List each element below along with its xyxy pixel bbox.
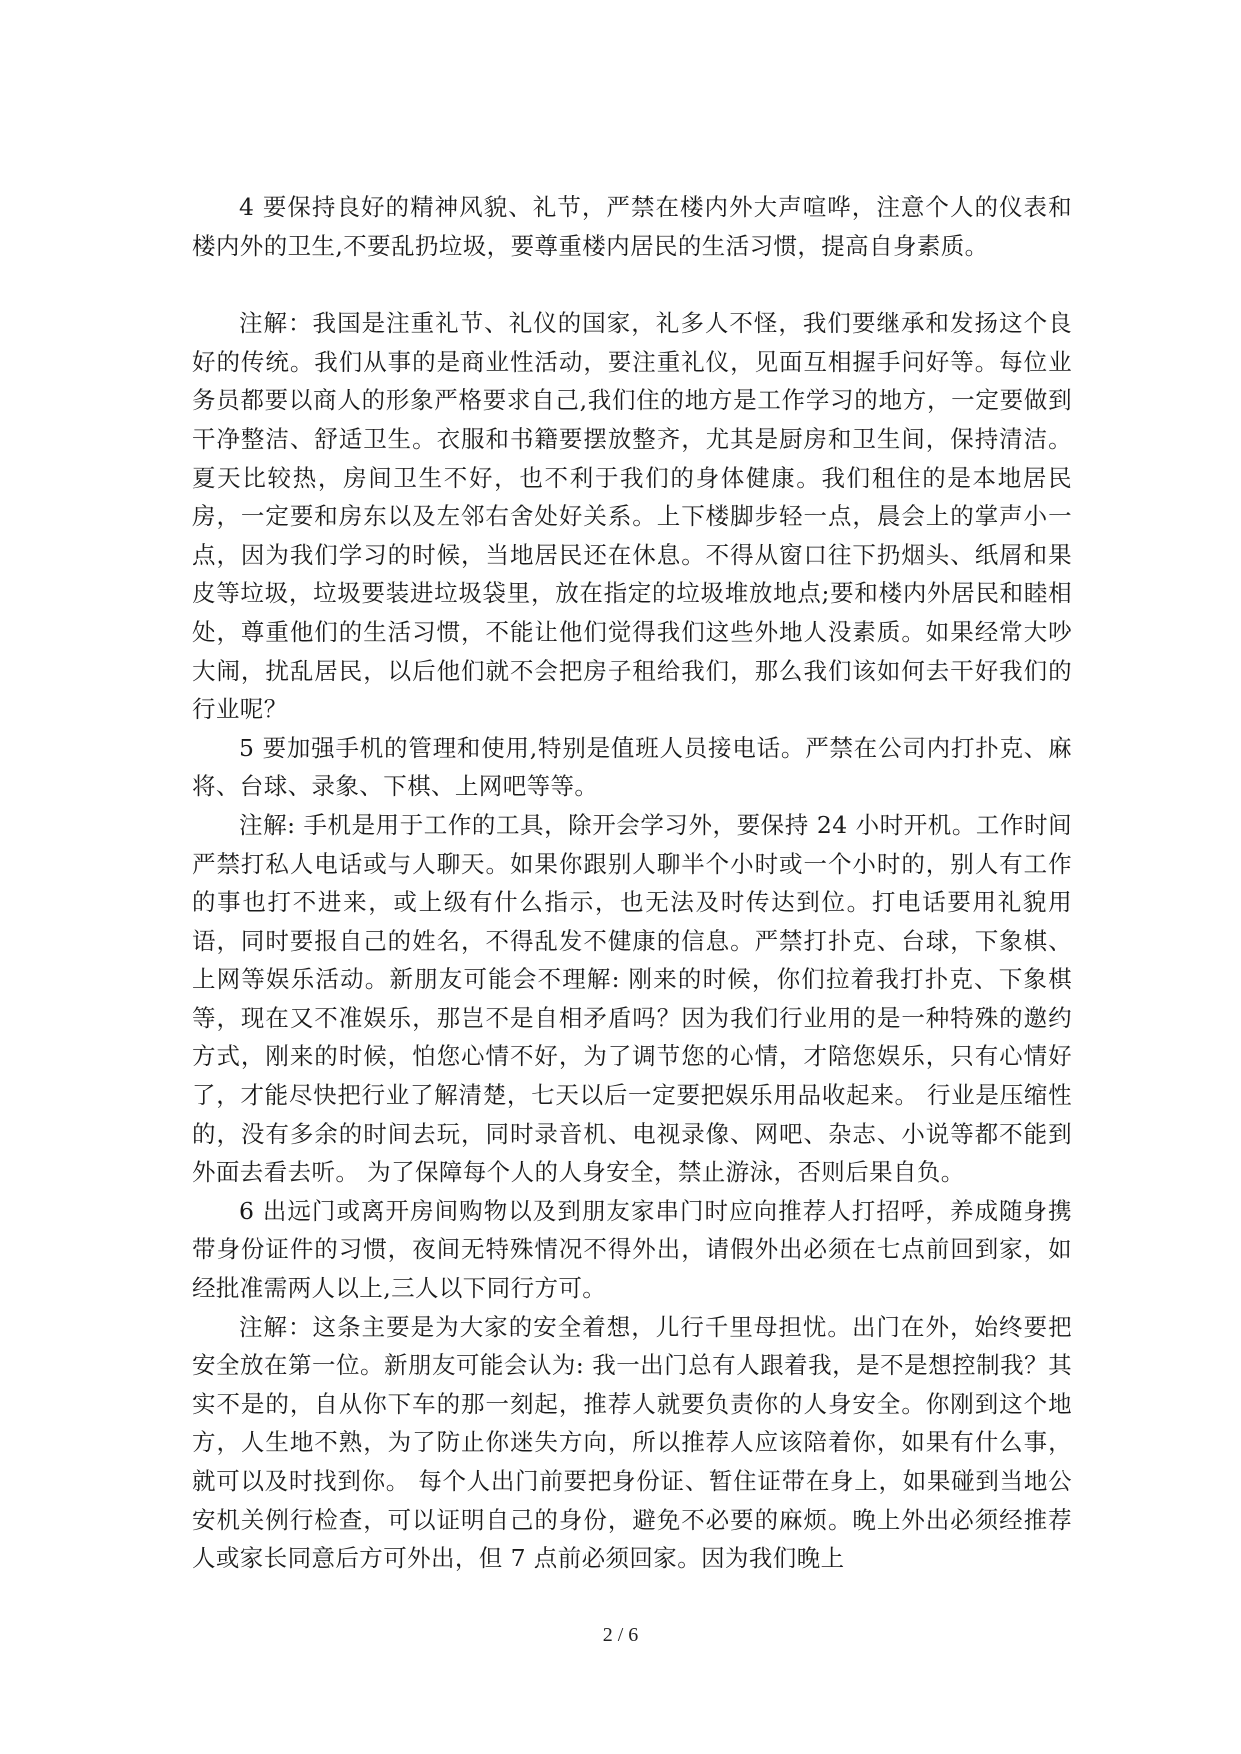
paragraph-note-6: 注解：这条主要是为大家的安全着想，儿行千里母担忧。出门在外，始终要把安全放在第一位。新朋友可能会认为: 我一出门总有人跟着我，是不是想控制我？其实不是的，自从你下车的那一刻起，推荐人就要负责你的人身安全。你刚到这个地方，人生地不熟，为了防止你迷失方向，所以推荐人应该陪着你，如果有什么事，就可以及时找到你。 每个人出门前要把身份证、暂住证带在身上，如果碰到当地公安机关例行检查，可以证明自己的身份，避免不必要的麻烦。晚上外出必须经推荐人或家长同意后方可外出，但 7 点前必须回家。因为我们晚上 [192,1312,1072,1573]
document-body [192,188,1072,1578]
paragraph-spacer [192,265,1072,304]
paragraph-note-4: 注解：我国是注重礼节、礼仪的国家，礼多人不怪，我们要继承和发扬这个良好的传统。我们从事的是商业性活动，要注重礼仪，见面互相握手问好等。每位业务员都要以商人的形象严格要求自己,我们住的地方是工作学习的地方，一定要做到干净整洁、舒适卫生。衣服和书籍要摆放整齐，尤其是厨房和卫生间，保持清洁。夏天比较热，房间卫生不好，也不利于我们的身体健康。我们租住的是本地居民房，一定要和房东以及左邻右舍处好关系。上下楼脚步轻一点，晨会上的掌声小一点，因为我们学习的时候，当地居民还在休息。不得从窗口往下扔烟头、纸屑和果皮等垃圾，垃圾要装进垃圾袋里，放在指定的垃圾堆放地点;要和楼内外居民和睦相处，尊重他们的生活习惯，不能让他们觉得我们这些外地人没素质。如果经常大吵大闹，扰乱居民，以后他们就不会把房子租给我们，那么我们该如何去干好我们的行业呢？ [192,309,1072,724]
paragraph-note-5: 注解: 手机是用于工作的工具，除开会学习外，要保持 24 小时开机。工作时间严禁打私人电话或与人聊天。如果你跟别人聊半个小时或一个小时的，别人有工作的事也打不进来，或上级有什么指示，也无法及时传达到位。打电话要用礼貌用语，同时要报自己的姓名，不得乱发不健康的信息。严禁打扑克、台球，下象棋、上网等娱乐活动。新朋友可能会不理解: 刚来的时候，你们拉着我打扑克、下象棋等，现在又不准娱乐，那岂不是自相矛盾吗？因为我们行业用的是一种特殊的邀约方式，刚来的时候，怕您心情不好，为了调节您的心情，才陪您娱乐，只有心情好了，才能尽快把行业了解清楚，七天以后一定要把娱乐用品收起来。 行业是压缩性的，没有多余的时间去玩，同时录音机、电视录像、网吧、杂志、小说等都不能到外面去看去听。 为了保障每个人的人身安全，禁止游泳，否则后果自负。 [192,810,1072,1187]
page-number: 2 / 6 [602,1624,639,1646]
paragraph-rule-6: 6 出远门或离开房间购物以及到朋友家串门时应向推荐人打招呼，养成随身携带身份证件的习惯，夜间无特殊情况不得外出，请假外出必须在七点前回到家，如经批准需两人以上,三人以下同行方可。 [192,1196,1072,1303]
paragraph-rule-5: 5 要加强手机的管理和使用,特别是值班人员接电话。严禁在公司内打扑克、麻将、台球、录象、下棋、上网吧等等。 [192,733,1072,801]
paragraph-rule-4: 4 要保持良好的精神风貌、礼节，严禁在楼内外大声喧哗，注意个人的仪表和楼内外的卫生,不要乱扔垃圾，要尊重楼内居民的生活习惯，提高自身素质。 [192,193,1072,260]
